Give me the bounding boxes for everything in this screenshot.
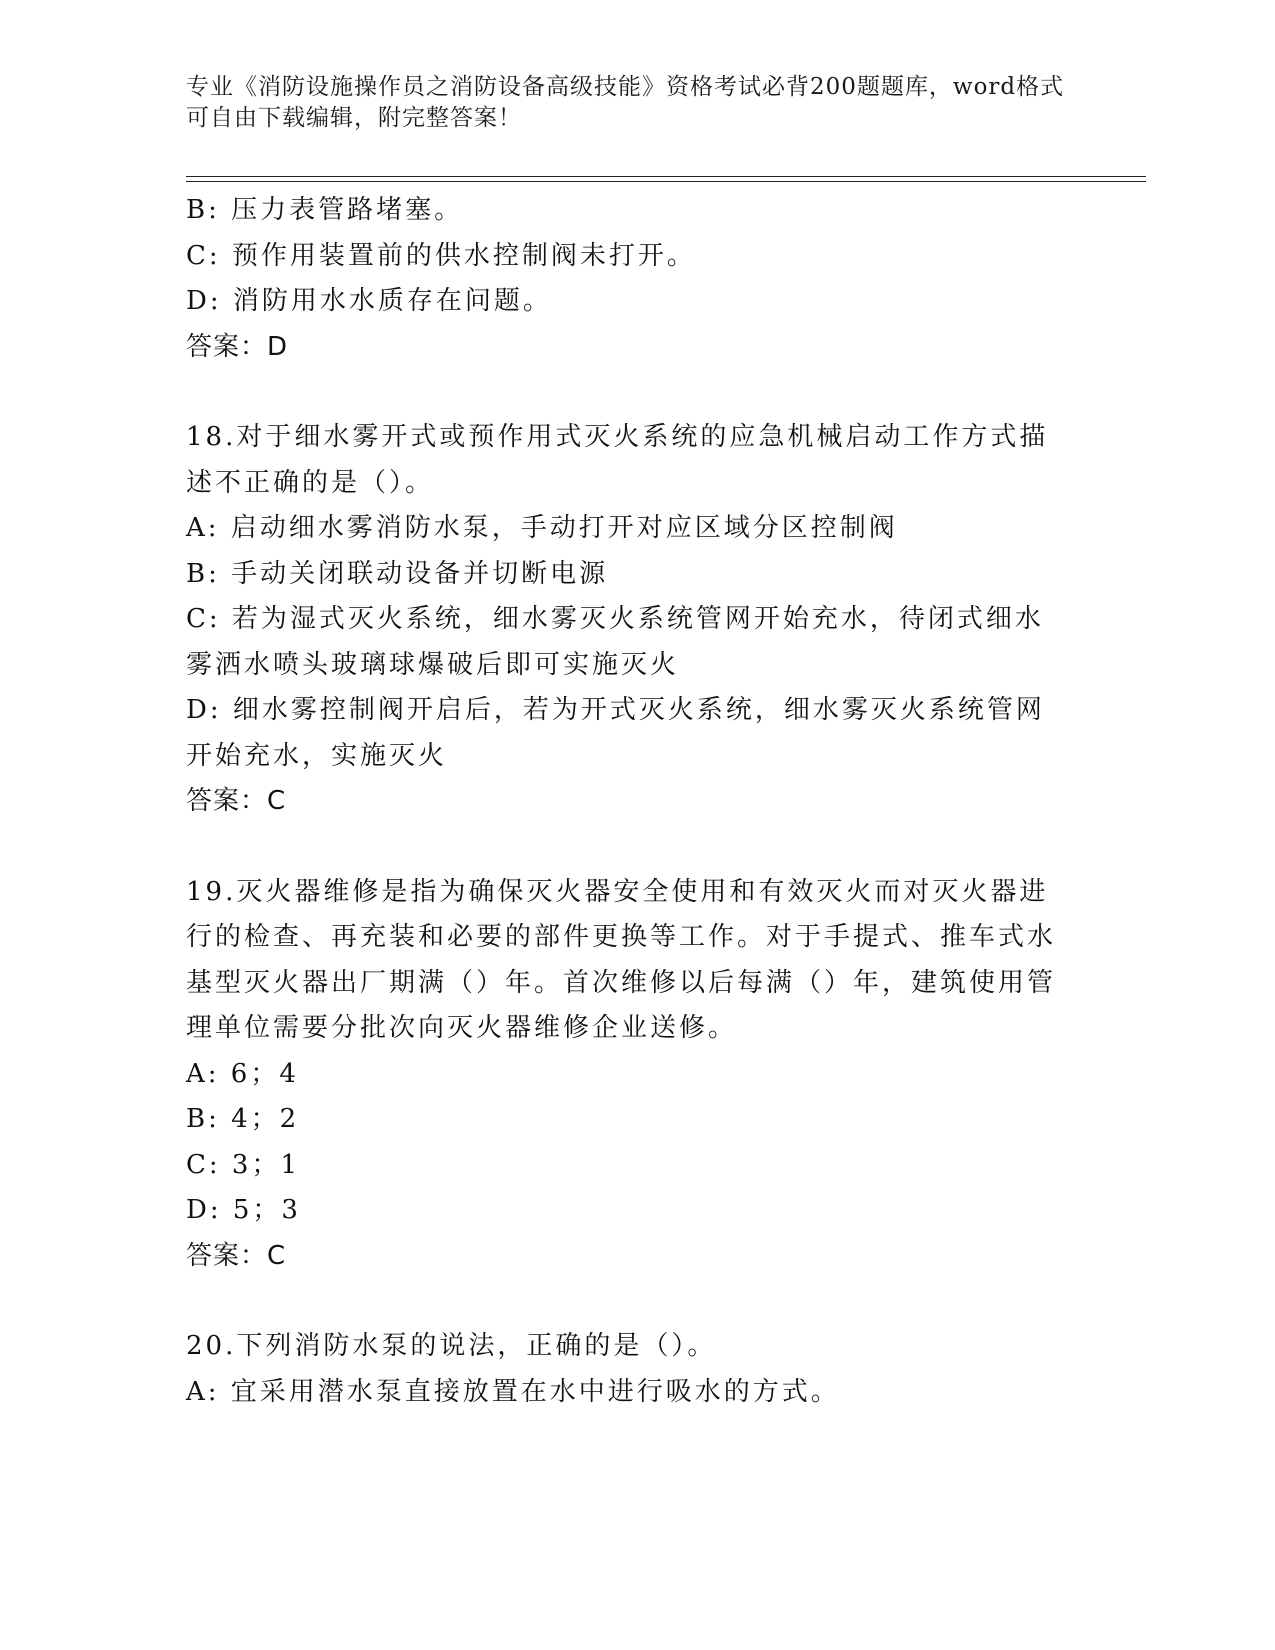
question-20 [186, 1324, 1066, 1415]
answer: 答案：D [186, 331, 289, 362]
option-b: B: 手动关闭联动设备并切断电源 [186, 558, 609, 589]
answer: 答案：C [186, 1240, 287, 1271]
document-header: 专业《消防设施操作员之消防设备高级技能》资格考试必背200题题库，word格式可自由下载编辑，附完整答案！ [186, 74, 1065, 131]
question-stem: 19.灭火器维修是指为确保灭火器安全使用和有效灭火而对灭火器进行的检查、再充装和必要的部件更换等工作。对于手提式、推车式水基型灭火器出厂期满（）年。首次维修以后每满（）年，建筑使用管理单位需要分批次向灭火器维修企业送修。 [186, 876, 1057, 1043]
option-a: A: 宜采用潜水泵直接放置在水中进行吸水的方式。 [186, 1376, 840, 1407]
question-stem: 20.下列消防水泵的说法，正确的是（）。 [186, 1331, 717, 1361]
question-19 [186, 870, 1066, 1280]
option-b: B: 压力表管路堵塞。 [186, 195, 464, 225]
header-divider-double [186, 181, 1146, 182]
option-c: C: 3；1 [186, 1149, 301, 1180]
option-c: C: 预作用装置前的供水控制阀未打开。 [186, 240, 696, 271]
question-17-tail [186, 188, 1066, 370]
option-a: A: 启动细水雾消防水泵，手动打开对应区域分区控制阀 [186, 513, 898, 543]
header-divider [186, 176, 1146, 177]
option-d: D: 消防用水水质存在问题。 [186, 286, 552, 316]
question-18 [186, 415, 1066, 825]
option-d: D: 细水雾控制阀开启后，若为开式灭火系统，细水雾灭火系统管网开始充水，实施灭火 [186, 695, 1045, 771]
document-body [186, 188, 1066, 1415]
answer: 答案：C [186, 786, 287, 816]
option-d: D: 5；3 [186, 1195, 301, 1225]
question-stem: 18.对于细水雾开式或预作用式灭火系统的应急机械启动工作方式描述不正确的是（）。 [186, 422, 1049, 498]
option-b: B: 4；2 [186, 1104, 300, 1134]
option-c: C: 若为湿式灭火系统，细水雾灭火系统管网开始充水，待闭式细水雾洒水喷头玻璃球爆破后即可实施灭火 [186, 604, 1044, 680]
option-a: A: 6；4 [186, 1058, 299, 1089]
